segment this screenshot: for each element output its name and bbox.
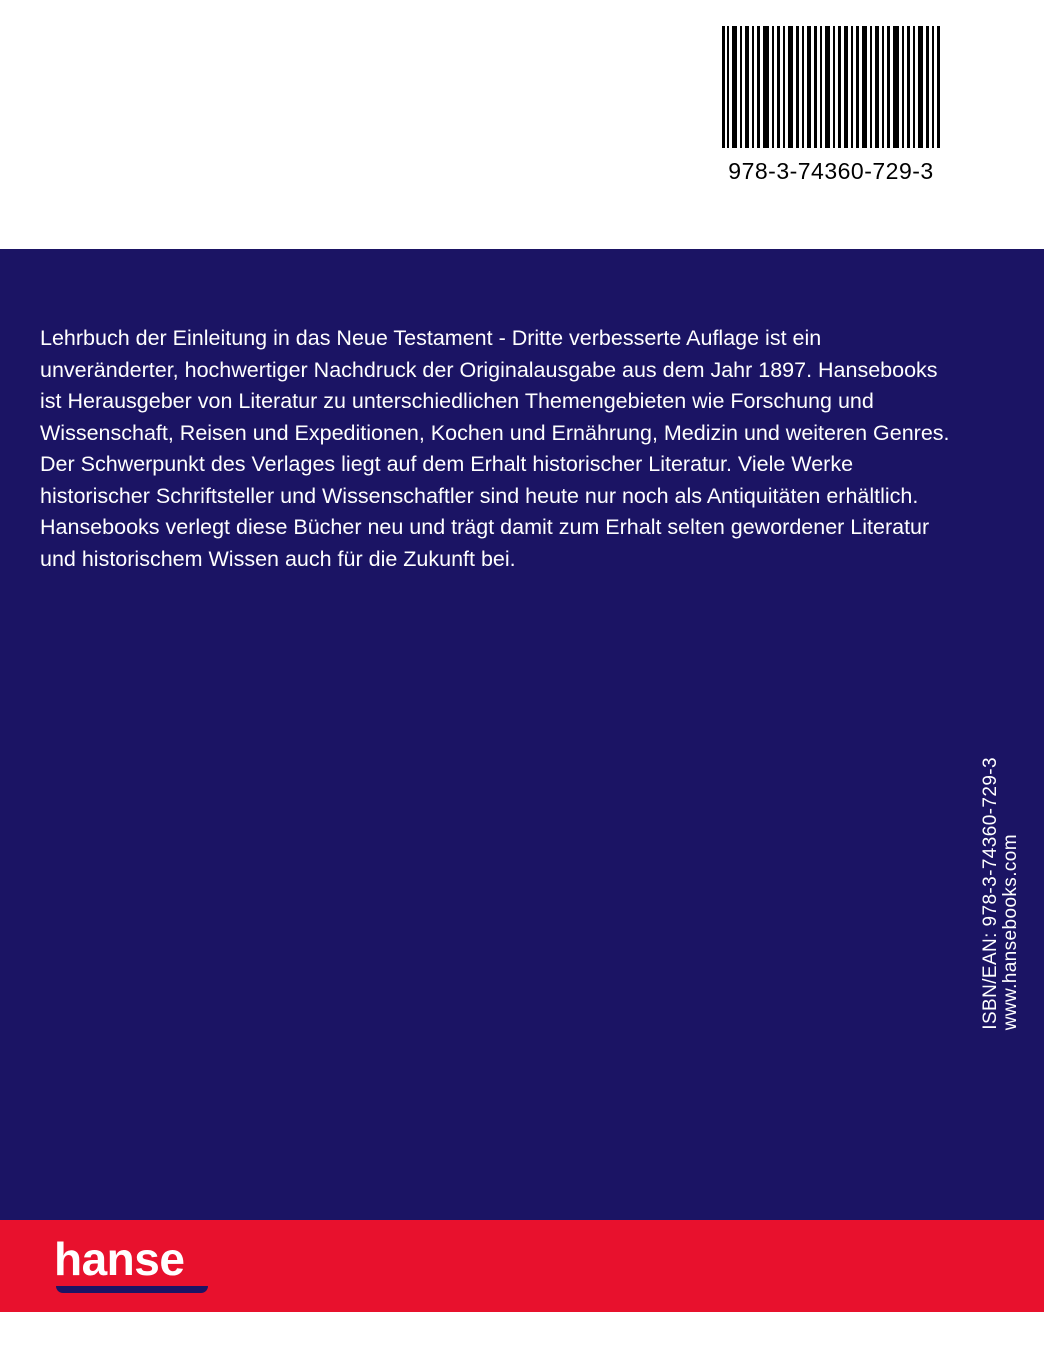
- back-cover-blurb: Lehrbuch der Einleitung in das Neue Testament - Dritte verbesserte Auflage ist ein unveränderter, hochwertiger Nachdruck der Originalausgabe aus dem Jahr 1897. Hansebooks ist Herausgeber von Literatur zu unterschiedlichen Themengebieten wie Forschung und Wissenschaft, Reisen und Expeditionen, Kochen und Ernährung, Medizin und weiteren Genres. Der Schwerpunkt des Verlages liegt auf dem Erhalt historischer Literatur. Viele Werke historischer Schriftsteller und Wissenschaftler sind heute nur noch als Antiquitäten erhältlich. Hansebooks verlegt diese Bücher neu und trägt damit zum Erhalt selten gewordener Literatur und historischem Wissen auch für die Zukunft bei.: [40, 326, 950, 571]
- vertical-website-label: www.hansebooks.com: [1000, 833, 1021, 1030]
- red-footer-bar: [0, 1220, 1044, 1312]
- vertical-isbn-label: ISBN/EAN: 978-3-74360-729-3: [980, 757, 1001, 1030]
- publisher-logo: [54, 1233, 284, 1298]
- barcode-isbn-text: 978-3-74360-729-3: [728, 158, 934, 184]
- logo-underline-shape: [56, 1286, 208, 1293]
- navy-panel: [0, 249, 1044, 1220]
- barcode-icon: [722, 26, 940, 148]
- barcode-block: [722, 26, 940, 185]
- bottom-white-margin: [0, 1312, 1044, 1360]
- vertical-info-block: [962, 690, 1022, 1030]
- publisher-logo-text: hanse: [54, 1233, 185, 1285]
